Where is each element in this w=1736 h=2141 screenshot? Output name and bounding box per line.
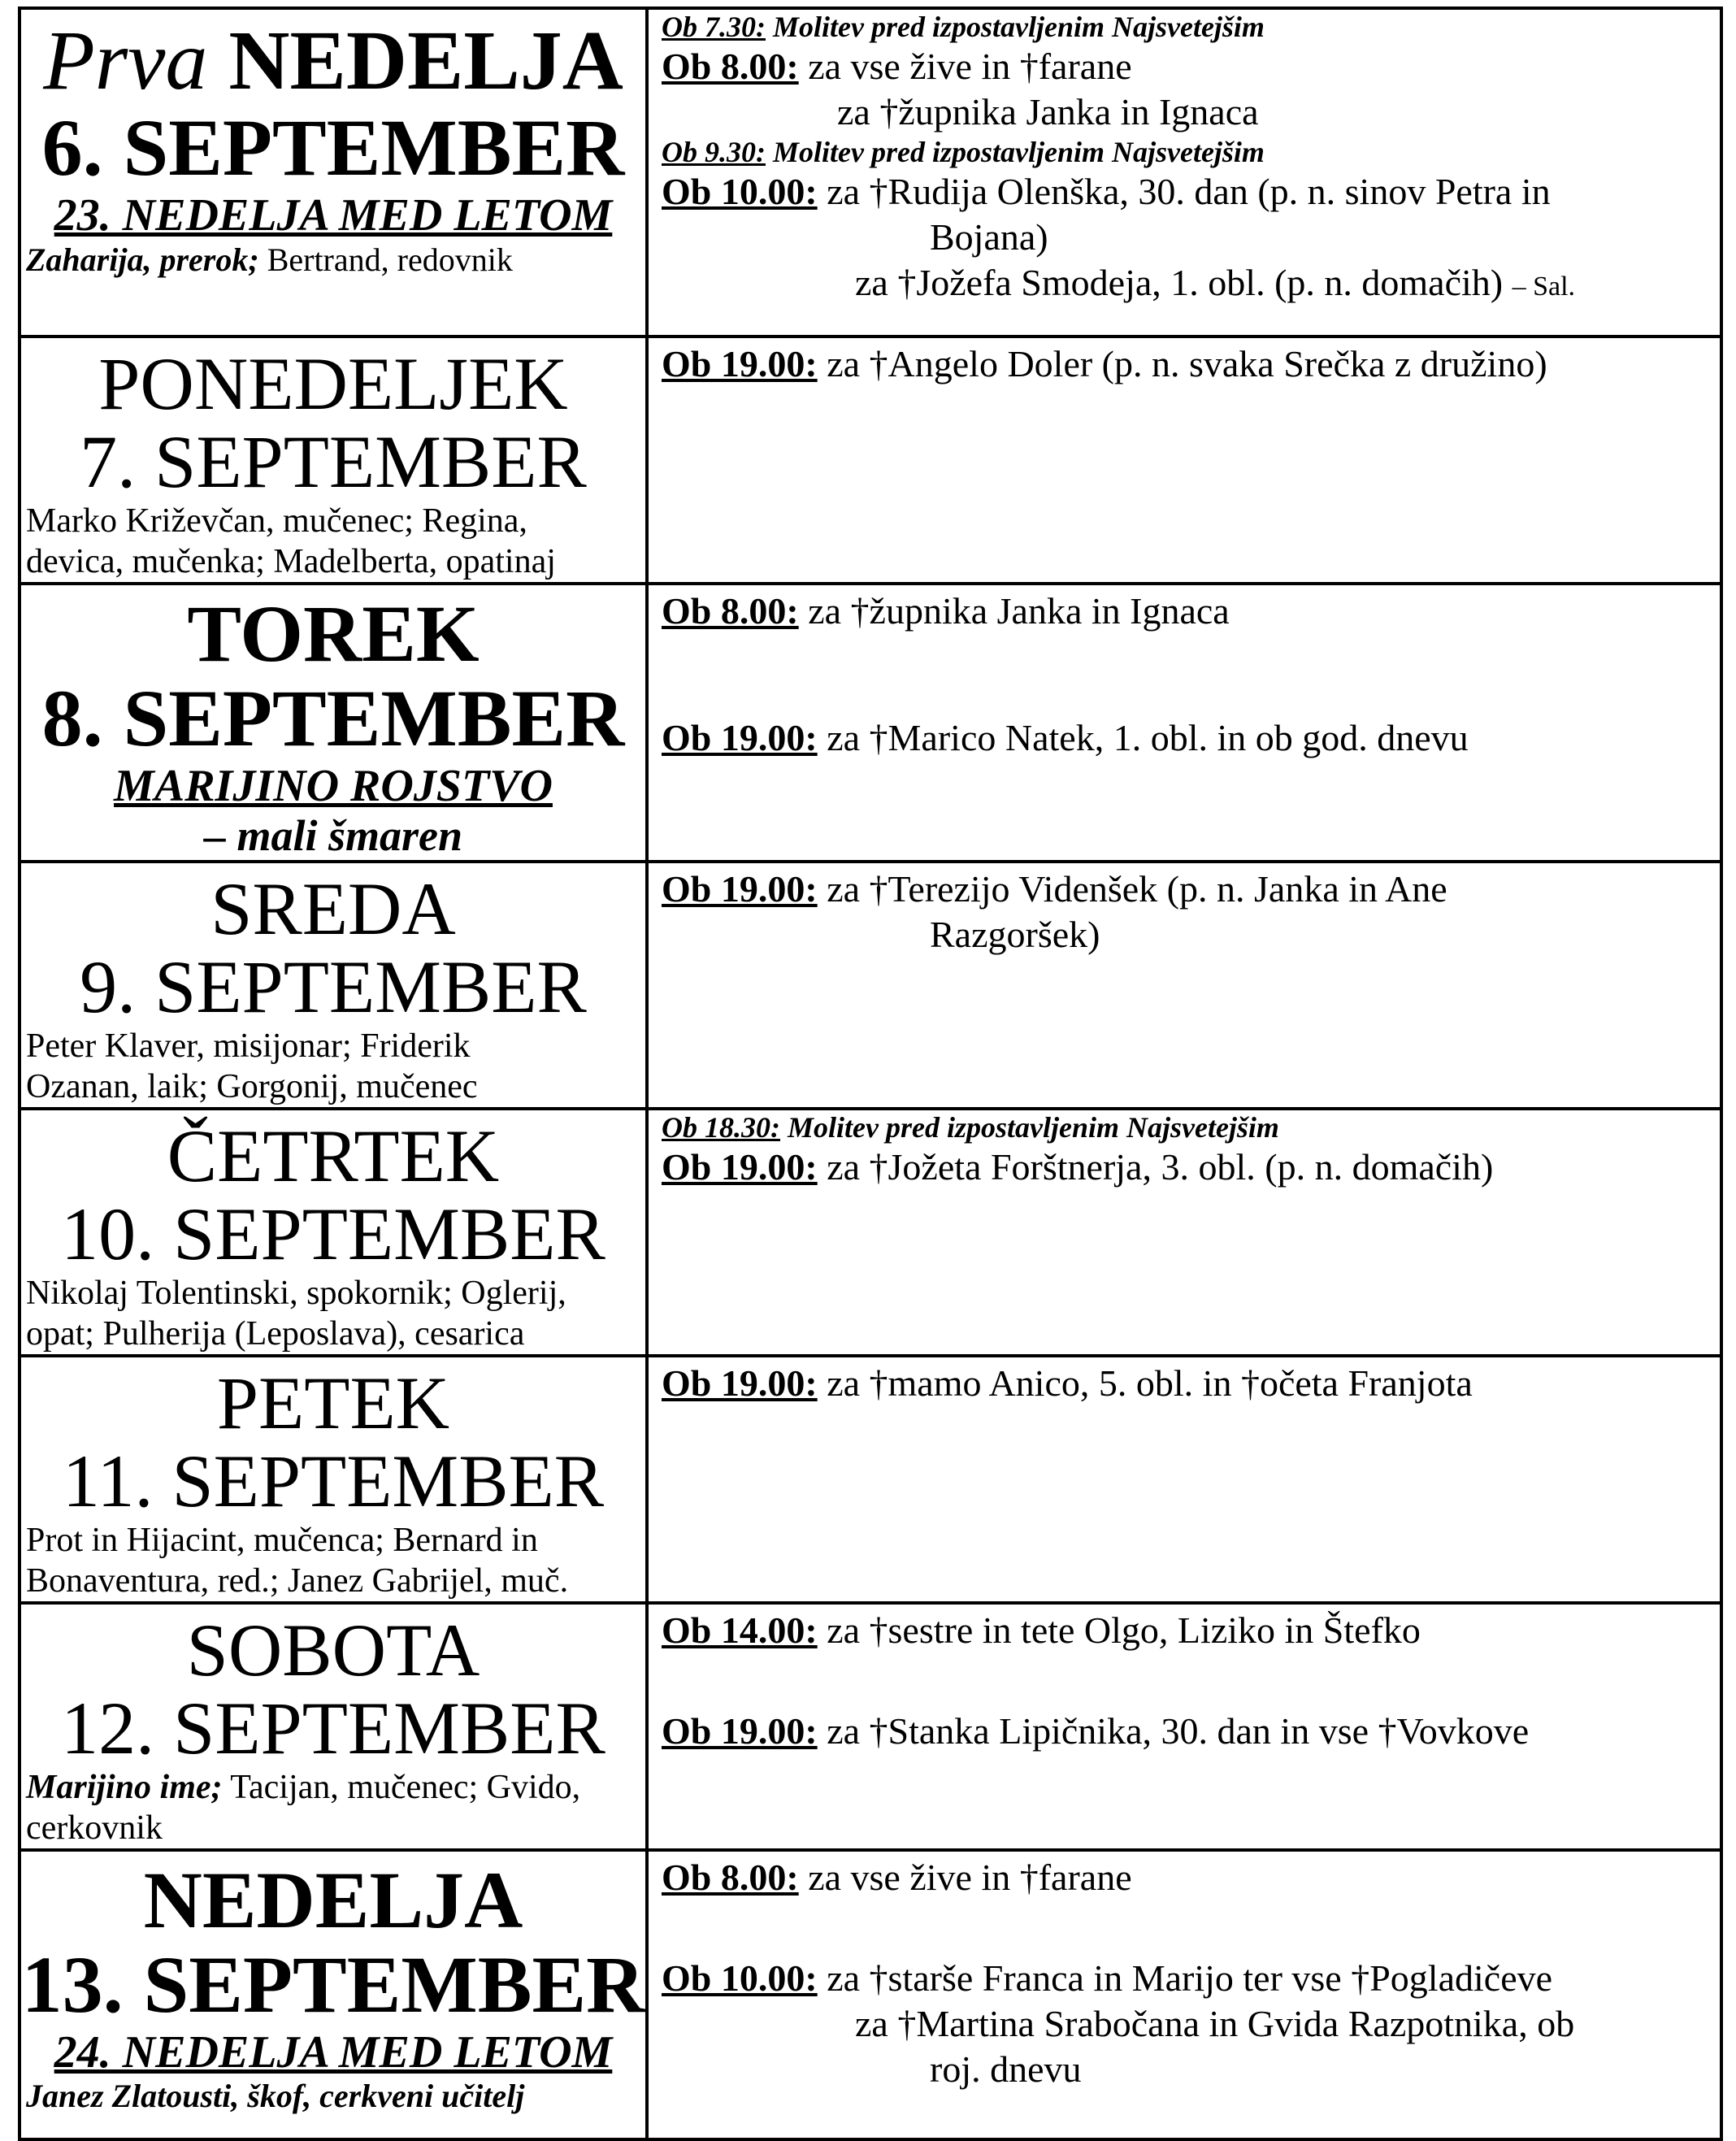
masses-cell — [647, 862, 1721, 1109]
saints-of-day: Janez Zlatousti, škof, cerkveni učitelj — [26, 2078, 525, 2114]
day-name: TOREK — [187, 588, 480, 679]
mass-entry: Ob 18.30: Molitev pred izpostavljenim Najsvetejšim — [662, 1111, 1279, 1144]
saints-of-day: Nikolaj Tolentinski, spokornik; Oglerij, opat; Pulherija (Leposlava), cesarica — [26, 1275, 566, 1353]
mass-entry: Ob 19.00: za †mamo Anico, 5. obl. in †očeta Franjota — [662, 1362, 1473, 1404]
day-date: 9. SEPTEMBER — [80, 945, 587, 1028]
table-row — [20, 862, 1721, 1109]
day-name: PETEK — [216, 1361, 450, 1444]
day-cell — [20, 8, 647, 337]
mass-entry: za †Martina Srabočana in Gvida Razpotnika, ob — [855, 2003, 1575, 2044]
day-name: SOBOTA — [186, 1609, 480, 1692]
day-name: Prva NEDELJA — [43, 14, 623, 107]
table-row — [20, 1850, 1721, 2139]
day-date: 11. SEPTEMBER — [62, 1440, 605, 1522]
mass-entry: Ob 10.00: za †Rudija Olenška, 30. dan (p. n. sinov Petra in — [662, 171, 1551, 212]
liturgical-feast: 24. NEDELJA MED LETOM — [54, 2027, 613, 2078]
saints-of-day: Prot in Hijacint, mučenca; Bernard in Bonaventura, red.; Janez Gabrijel, muč. — [26, 1522, 569, 1600]
mass-entry: Ob 9.30: Molitev pred izpostavljenim Najsvetejšim — [662, 136, 1265, 168]
mass-entry: za †župnika Janka in Ignaca — [837, 91, 1259, 132]
mass-entry: Ob 19.00: za †Marico Natek, 1. obl. in ob god. dnevu — [662, 717, 1469, 758]
table-row — [20, 1109, 1721, 1356]
mass-entry: Ob 19.00: za †Angelo Doler (p. n. svaka Srečka z družino) — [662, 343, 1547, 384]
day-date: 8. SEPTEMBER — [41, 673, 625, 763]
saints-of-day: Marko Križevčan, mučenec; Regina, devica, mučenka; Madelberta, opatinaj — [26, 502, 556, 580]
table-row — [20, 337, 1721, 584]
masses-cell — [647, 8, 1721, 337]
mass-entry: Ob 8.00: za vse žive in †farane — [662, 46, 1132, 87]
mass-entry: Ob 10.00: za †starše Franca in Marijo ter vse †Pogladičeve — [662, 1957, 1553, 1999]
liturgical-feast: MARIJINO ROJSTVO — [114, 761, 553, 811]
mass-entry: Razgoršek) — [930, 914, 1100, 955]
masses-cell — [647, 1603, 1721, 1850]
mass-entry: Bojana) — [930, 216, 1048, 258]
day-name: PONEDELJEK — [98, 342, 568, 425]
mass-entry: Ob 19.00: za †Terezijo Videnšek (p. n. Janka in Ane — [662, 868, 1447, 910]
mass-entry: Ob 19.00: za †Stanka Lipičnika, 30. dan in vse †Vovkove — [662, 1710, 1530, 1752]
day-cell — [20, 1850, 647, 2139]
mass-entry: Ob 8.00: za vse žive in †farane — [662, 1857, 1132, 1898]
table-row — [20, 1603, 1721, 1850]
masses-cell — [647, 1356, 1721, 1603]
day-name: NEDELJA — [143, 1855, 523, 1945]
mass-entry: Ob 14.00: za †sestre in tete Olgo, Liziko in Štefko — [662, 1609, 1421, 1651]
saints-of-day: Zaharija, prerok; Bertrand, redovnik — [26, 241, 513, 278]
day-cell — [20, 862, 647, 1109]
mass-entry: Ob 8.00: za †župnika Janka in Ignaca — [662, 590, 1230, 632]
day-cell — [20, 1603, 647, 1850]
day-cell — [20, 1356, 647, 1603]
mass-entry: roj. dnevu — [930, 2048, 1082, 2090]
day-cell — [20, 337, 647, 584]
day-date: 10. SEPTEMBER — [61, 1192, 605, 1275]
day-cell — [20, 1109, 647, 1356]
masses-cell — [647, 584, 1721, 862]
mass-entry: Ob 19.00: za †Jožeta Forštnerja, 3. obl. (p. n. domačih) — [662, 1146, 1494, 1188]
day-date: 7. SEPTEMBER — [80, 420, 587, 503]
mass-entry: Ob 7.30: Molitev pred izpostavljenim Najsvetejšim — [662, 11, 1265, 43]
feast-subtitle: – mali šmaren — [203, 811, 463, 860]
day-date: 6. SEPTEMBER — [41, 102, 625, 193]
saints-of-day: Marijino ime; Tacijan, mučenec; Gvido, cerkovnik — [26, 1769, 581, 1847]
mass-entry: za †Jožefa Smodeja, 1. obl. (p. n. domačih) – Sal. — [855, 262, 1576, 303]
day-date: 13. SEPTEMBER — [21, 1939, 645, 2030]
masses-cell — [647, 1850, 1721, 2139]
day-name: ČETRTEK — [167, 1114, 500, 1197]
liturgical-feast: 23. NEDELJA MED LETOM — [54, 190, 613, 241]
masses-cell — [647, 1109, 1721, 1356]
saints-of-day: Peter Klaver, misijonar; Friderik Ozanan, laik; Gorgonij, mučenec — [26, 1027, 478, 1105]
weekly-mass-schedule-table — [18, 7, 1723, 2141]
day-name: SREDA — [210, 867, 456, 950]
table-row — [20, 1356, 1721, 1603]
day-date: 12. SEPTEMBER — [61, 1687, 605, 1770]
table-row — [20, 584, 1721, 862]
masses-cell — [647, 337, 1721, 584]
day-cell — [20, 584, 647, 862]
table-row — [20, 8, 1721, 337]
